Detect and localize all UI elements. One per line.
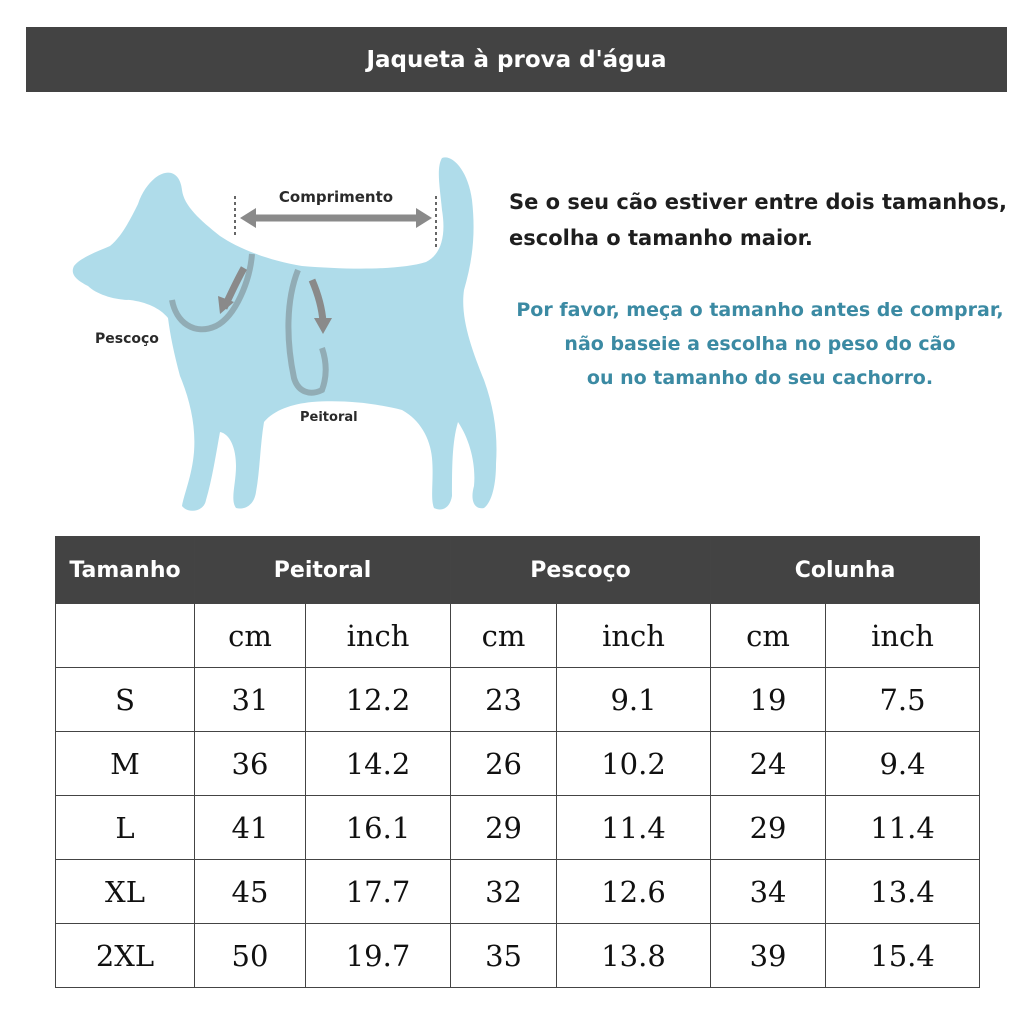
value-cell: 31 (195, 668, 306, 732)
size-cell: M (56, 732, 195, 796)
value-cell: 14.2 (306, 732, 451, 796)
page-header (26, 27, 1007, 92)
header-neck: Pescoço (451, 537, 711, 604)
value-cell: 19.7 (306, 924, 451, 988)
value-cell: 19 (711, 668, 826, 732)
measure-note-line-2: não baseie a escolha no peso do cão (564, 333, 956, 355)
value-cell: 9.1 (557, 668, 711, 732)
value-cell: 16.1 (306, 796, 451, 860)
length-label: Comprimento (278, 188, 394, 206)
value-cell: 29 (451, 796, 557, 860)
value-cell: 9.4 (826, 732, 980, 796)
chest-label: Peitoral (300, 410, 358, 425)
units-empty-cell (56, 604, 195, 668)
value-cell: 45 (195, 860, 306, 924)
size-cell: 2XL (56, 924, 195, 988)
value-cell: 10.2 (557, 732, 711, 796)
table-header-row (56, 537, 980, 604)
size-cell: L (56, 796, 195, 860)
value-cell: 50 (195, 924, 306, 988)
length-arrowhead-left (240, 208, 256, 228)
value-cell: 12.6 (557, 860, 711, 924)
table-row (56, 860, 980, 924)
value-cell: 32 (451, 860, 557, 924)
value-cell: 13.4 (826, 860, 980, 924)
table-units-row (56, 604, 980, 668)
value-cell: 11.4 (826, 796, 980, 860)
unit-cell: inch (557, 604, 711, 668)
size-advice-line-1: Se o seu cão estiver entre dois tamanhos, (509, 190, 1008, 214)
value-cell: 26 (451, 732, 557, 796)
unit-cell: inch (306, 604, 451, 668)
unit-cell: cm (195, 604, 306, 668)
unit-cell: cm (451, 604, 557, 668)
value-cell: 7.5 (826, 668, 980, 732)
value-cell: 35 (451, 924, 557, 988)
size-advice (509, 184, 1014, 256)
table-row (56, 796, 980, 860)
measure-note (500, 293, 1020, 395)
unit-cell: inch (826, 604, 980, 668)
length-arrowhead-right (416, 208, 432, 228)
value-cell: 11.4 (557, 796, 711, 860)
measure-note-line-3: ou no tamanho do seu cachorro. (586, 367, 934, 389)
table-row (56, 668, 980, 732)
header-size: Tamanho (56, 537, 195, 604)
size-advice-line-2: escolha o tamanho maior. (509, 226, 813, 250)
value-cell: 24 (711, 732, 826, 796)
value-cell: 17.7 (306, 860, 451, 924)
value-cell: 34 (711, 860, 826, 924)
value-cell: 29 (711, 796, 826, 860)
neck-label: Pescoço (95, 331, 159, 347)
header-back-length: Colunha (711, 537, 980, 604)
size-cell: S (56, 668, 195, 732)
value-cell: 39 (711, 924, 826, 988)
size-chart-table (55, 536, 980, 988)
measure-note-line-1: Por favor, meça o tamanho antes de comprar, (516, 299, 1004, 321)
value-cell: 36 (195, 732, 306, 796)
value-cell: 12.2 (306, 668, 451, 732)
table-row (56, 732, 980, 796)
size-cell: XL (56, 860, 195, 924)
value-cell: 13.8 (557, 924, 711, 988)
page-title: Jaqueta à prova d'água (366, 46, 667, 73)
value-cell: 15.4 (826, 924, 980, 988)
header-chest: Peitoral (195, 537, 451, 604)
value-cell: 23 (451, 668, 557, 732)
value-cell: 41 (195, 796, 306, 860)
dog-measurement-diagram (60, 150, 520, 520)
unit-cell: cm (711, 604, 826, 668)
table-row (56, 924, 980, 988)
